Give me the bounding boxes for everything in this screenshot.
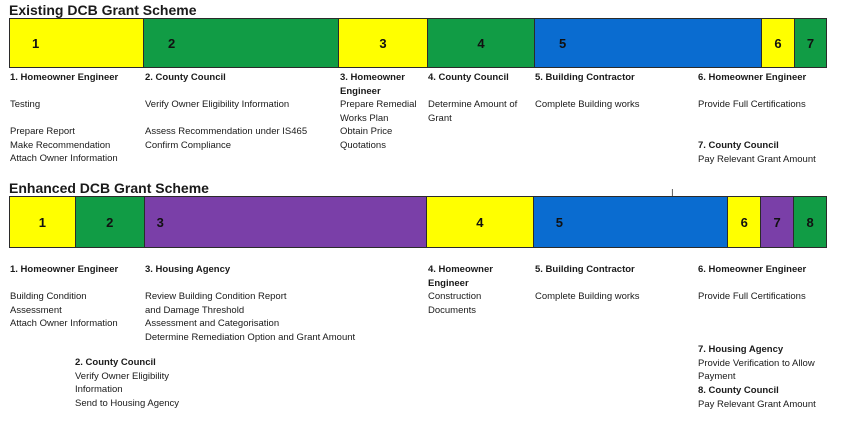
existing-segment-5: 5 — [535, 19, 762, 67]
existing-step-3-line: Quotations — [340, 139, 386, 151]
existing-step-1-line: Testing — [10, 99, 41, 110]
existing-step-2-heading: 2. County Council — [145, 72, 226, 83]
existing-scheme-title: Existing DCB Grant Scheme — [9, 2, 197, 18]
enhanced-step-4-line: Documents — [428, 304, 477, 316]
enhanced-scheme-title: Enhanced DCB Grant Scheme — [9, 180, 209, 196]
existing-step-5-heading: 5. Building Contractor — [535, 72, 635, 83]
enhanced-step-1-line: Attach Owner Information — [10, 318, 118, 329]
enhanced-step-3-line: Determine Remediation Option and Grant Amount — [145, 331, 356, 343]
existing-step-1-line — [10, 85, 140, 99]
existing-step-2-line — [145, 85, 335, 99]
enhanced-segment-4: 4 — [427, 197, 534, 247]
existing-step-6-line — [698, 85, 838, 99]
existing-step-2-line — [145, 112, 335, 126]
enhanced-step-4 — [428, 263, 530, 317]
enhanced-step-6-line — [698, 277, 838, 291]
text-cursor-icon: I — [671, 188, 674, 199]
existing-step-4-heading: 4. County Council — [428, 72, 509, 83]
enhanced-step-3-line: and Damage Threshold — [145, 304, 245, 316]
existing-step-2-line: Assess Recommendation under IS465 — [145, 126, 308, 137]
existing-step-2 — [145, 71, 335, 152]
existing-step-4-line — [428, 85, 530, 99]
enhanced-segment-7: 7 — [761, 197, 794, 247]
existing-segment-6: 6 — [762, 19, 795, 67]
existing-step-3-heading: 3. Homeowner Engineer — [340, 72, 405, 97]
enhanced-step-8-heading: 8. County Council — [698, 385, 779, 396]
enhanced-step-3-line: Assessment and Categorisation — [145, 318, 280, 329]
enhanced-step-6 — [698, 263, 838, 304]
enhanced-step-5-heading: 5. Building Contractor — [535, 264, 635, 275]
existing-step-5 — [535, 71, 685, 112]
enhanced-step-5-line — [535, 277, 685, 291]
enhanced-step-3-line: Review Building Condition Report — [145, 291, 287, 302]
enhanced-segment-1: 1 — [10, 197, 76, 247]
existing-step-3 — [340, 71, 424, 152]
enhanced-segment-6: 6 — [728, 197, 761, 247]
enhanced-step-7-line: Payment — [698, 371, 736, 382]
existing-segment-2: 2 — [144, 19, 339, 67]
enhanced-step-7 — [698, 343, 838, 384]
enhanced-step-1-line — [10, 277, 140, 291]
existing-step-1-line — [10, 112, 140, 126]
enhanced-step-3 — [145, 263, 425, 344]
enhanced-step-2-line: Verify Owner Eligibility — [75, 370, 169, 382]
enhanced-step-5 — [535, 263, 685, 304]
enhanced-step-4-heading: 4. Homeowner Engineer — [428, 264, 493, 289]
enhanced-segment-8: 8 — [794, 197, 826, 247]
enhanced-step-5-line: Complete Building works — [535, 291, 640, 302]
enhanced-step-1-line: Building Condition — [10, 291, 87, 302]
enhanced-step-7-heading: 7. Housing Agency — [698, 344, 784, 355]
enhanced-step-8 — [698, 384, 838, 411]
existing-step-4-line: Grant — [428, 112, 452, 124]
existing-step-1-heading: 1. Homeowner Engineer — [10, 72, 119, 83]
enhanced-step-3-heading: 3. Housing Agency — [145, 264, 231, 275]
enhanced-segment-3: 3 — [145, 197, 427, 247]
enhanced-step-2-heading: 2. County Council — [75, 357, 156, 368]
enhanced-step-8-line: Pay Relevant Grant Amount — [698, 398, 816, 410]
existing-step-7-line: Pay Relevant Grant Amount — [698, 153, 816, 165]
enhanced-step-2 — [75, 356, 225, 410]
existing-step-3-line: Prepare Remedial — [340, 99, 417, 110]
existing-segment-7: 7 — [795, 19, 826, 67]
existing-step-1-line: Make Recommendation — [10, 139, 111, 151]
existing-step-6 — [698, 71, 838, 112]
enhanced-step-1 — [10, 263, 140, 331]
existing-segment-3: 3 — [339, 19, 428, 67]
existing-step-1-line: Attach Owner Information — [10, 153, 118, 164]
existing-step-2-line: Confirm Compliance — [145, 139, 232, 151]
enhanced-scheme-bar — [9, 196, 827, 248]
enhanced-step-3-line — [145, 277, 425, 291]
enhanced-step-4-line: Construction — [428, 291, 482, 302]
enhanced-step-7-line: Provide Verification to Allow — [698, 357, 815, 369]
existing-step-5-line: Complete Building works — [535, 99, 640, 110]
enhanced-step-2-line: Information — [75, 384, 123, 395]
enhanced-step-2-line: Send to Housing Agency — [75, 397, 180, 409]
existing-step-3-line: Obtain Price — [340, 126, 393, 137]
existing-step-2-line: Verify Owner Eligibility Information — [145, 99, 290, 110]
existing-step-7 — [698, 139, 838, 166]
enhanced-step-1-heading: 1. Homeowner Engineer — [10, 264, 119, 275]
existing-step-5-line — [535, 85, 685, 99]
existing-step-6-heading: 6. Homeowner Engineer — [698, 72, 807, 83]
existing-segment-1: 1 — [10, 19, 144, 67]
enhanced-step-1-line: Assessment — [10, 304, 62, 316]
enhanced-step-6-line: Provide Full Certifications — [698, 291, 806, 302]
existing-step-1-line: Prepare Report — [10, 126, 75, 137]
existing-segment-4: 4 — [428, 19, 535, 67]
existing-step-4 — [428, 71, 530, 125]
enhanced-segment-5: 5 — [534, 197, 729, 247]
existing-step-1 — [10, 71, 140, 166]
existing-step-4-line: Determine Amount of — [428, 99, 518, 110]
existing-step-3-line: Works Plan — [340, 112, 389, 124]
enhanced-segment-2: 2 — [76, 197, 145, 247]
existing-scheme-bar — [9, 18, 827, 68]
existing-step-7-heading: 7. County Council — [698, 140, 779, 151]
enhanced-step-6-heading: 6. Homeowner Engineer — [698, 264, 807, 275]
existing-step-6-line: Provide Full Certifications — [698, 99, 806, 110]
